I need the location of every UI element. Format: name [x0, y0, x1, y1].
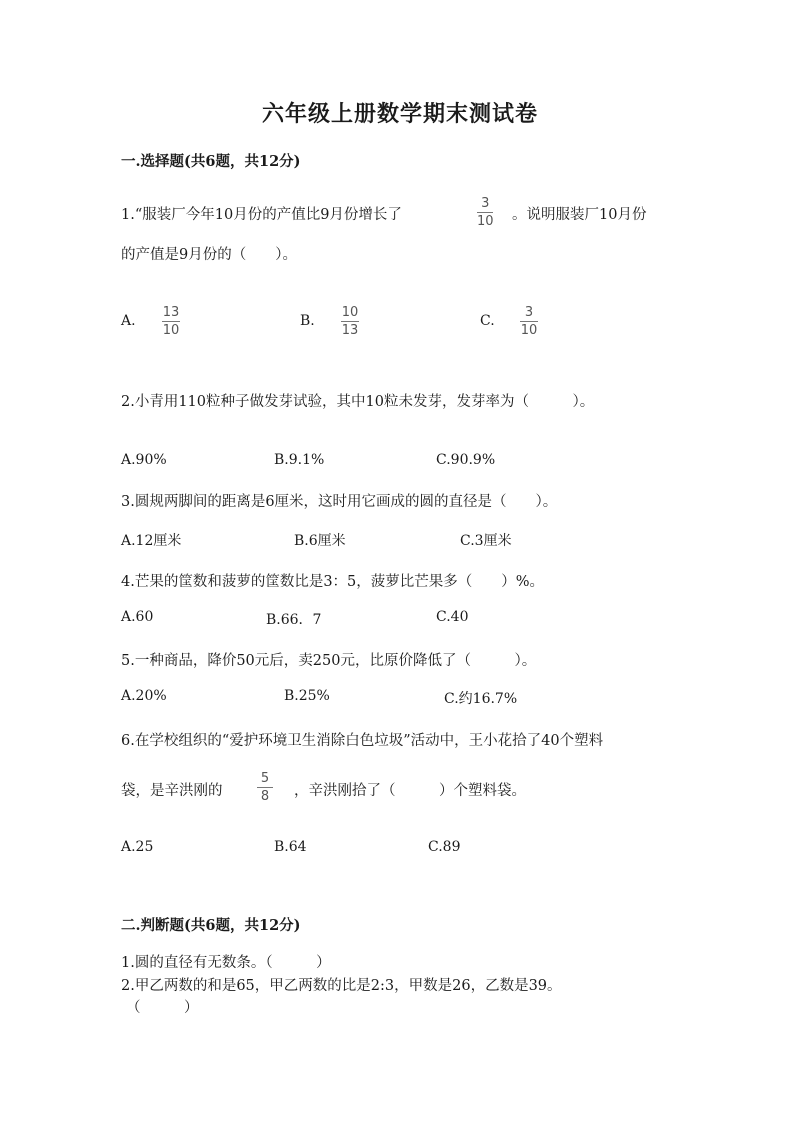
question-5-text: 5.一种商品，降价50元后，卖250元，比原价降低了（ ）。: [121, 653, 537, 669]
option-c: C.约16.7%: [444, 691, 518, 707]
option-c-label: C.: [480, 313, 495, 329]
option-a: A.12厘米: [121, 533, 182, 549]
option-b: B.25%: [284, 688, 330, 704]
option-c: C.90.9%: [436, 452, 496, 468]
question-6-line1: 6.在学校组织的“爱护环境卫生消除白色垃圾”活动中，王小花拾了40个塑料: [121, 733, 604, 749]
question-6-line2b: ，辛洪刚拾了（ ）个塑料袋。: [294, 783, 526, 799]
fraction-numerator: 5: [260, 771, 270, 786]
option-b: B.64: [274, 839, 307, 855]
fraction-denominator: 10: [162, 323, 180, 338]
fraction-bar: [341, 321, 359, 322]
option-b: B.9.1%: [274, 452, 325, 468]
option-a: A.25: [121, 839, 154, 855]
fraction-denominator: 10: [477, 214, 494, 229]
fraction-bar: [257, 787, 273, 788]
option-b: B.66．7: [266, 612, 322, 628]
question-1-line1a: 1.“服装厂今年10月份的产值比9月份增长了: [121, 207, 402, 223]
fraction-denominator: 10: [520, 323, 538, 338]
question-1-line2: 的产值是9月份的（ ）。: [121, 247, 297, 263]
fraction-bar: [477, 212, 493, 213]
judgment-question-2-line1: 2.甲乙两数的和是65，甲乙两数的比是2:3，甲数是26，乙数是39。: [121, 978, 562, 994]
option-a: A.90%: [121, 452, 167, 468]
question-4-text: 4.芒果的筐数和菠萝的筐数比是3：5，菠萝比芒果多（ ）%。: [121, 574, 545, 590]
fraction-numerator: 3: [524, 305, 534, 320]
section-heading-judgment: 二.判断题(共6题，共12分): [121, 917, 301, 934]
option-a-label: A.: [121, 313, 136, 329]
option-b: B.6厘米: [294, 533, 346, 549]
question-2-text: 2.小青用110粒种子做发芽试验，其中10粒未发芽，发芽率为（ ）。: [121, 394, 595, 410]
question-6-line2a: 袋，是辛洪刚的: [121, 783, 223, 799]
fraction-denominator: 8: [260, 789, 270, 804]
fraction-bar: [520, 321, 538, 322]
option-c: C.40: [436, 609, 469, 625]
option-a: A.60: [121, 609, 154, 625]
option-c: C.3厘米: [460, 533, 512, 549]
option-b-fraction: [341, 305, 359, 338]
option-c-fraction: [520, 305, 538, 338]
page-title: 六年级上册数学期末测试卷: [261, 101, 538, 127]
option-a-fraction: [162, 305, 180, 338]
question-1-line1b: 。说明服装厂10月份: [512, 207, 647, 223]
option-c: C.89: [428, 839, 461, 855]
fraction-numerator: 13: [162, 305, 180, 320]
fraction-denominator: 13: [341, 323, 359, 338]
question-3-text: 3.圆规两脚间的距离是6厘米，这时用它画成的圆的直径是（ ）。: [121, 494, 558, 510]
fraction-bar: [162, 321, 180, 322]
fraction-numerator: 10: [341, 305, 359, 320]
option-b-label: B.: [300, 313, 315, 329]
option-a: A.20%: [121, 688, 167, 704]
question-1-fraction: [477, 196, 494, 229]
question-6-fraction: [257, 771, 273, 804]
judgment-question-2-line2: （ ）: [126, 1000, 199, 1016]
judgment-question-1: 1.圆的直径有无数条。（ ）: [121, 955, 331, 971]
fraction-numerator: 3: [481, 196, 490, 211]
section-heading-choice: 一.选择题(共6题，共12分): [121, 153, 301, 170]
